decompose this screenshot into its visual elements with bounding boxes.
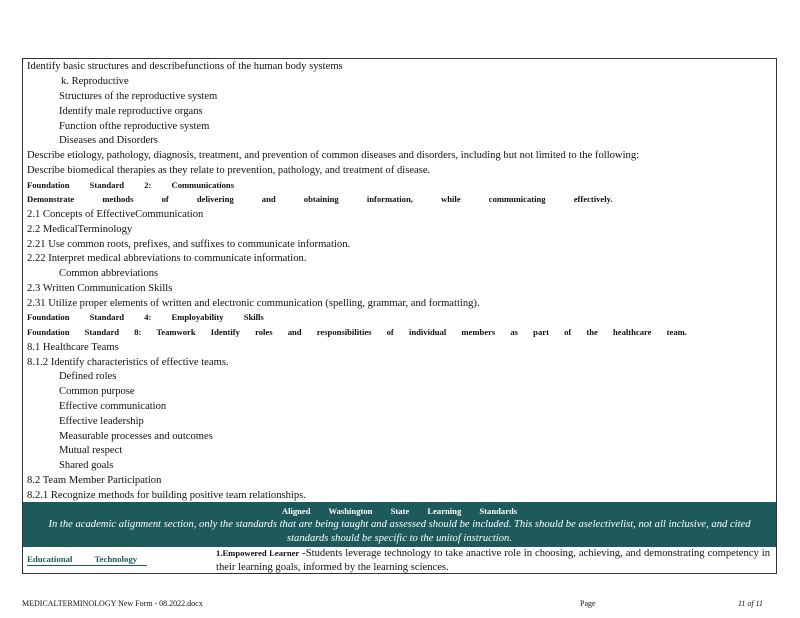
standard-title: 1.Empowered Learner — [216, 548, 300, 558]
list-item: Defined roles — [59, 371, 117, 382]
list-item: Effective communication — [59, 401, 167, 412]
footer-page-label: Page — [580, 599, 596, 608]
body-line: 8.1.2 Identify characteristics of effective teams. — [27, 357, 229, 368]
educational-technology-standard — [216, 546, 770, 575]
body-line: 8.2 Team Member Participation — [27, 475, 162, 486]
aligned-standards-band — [23, 502, 776, 547]
body-line: 2.21 Use common roots, prefixes, and suffixes to communicate information. — [27, 239, 351, 250]
subheading-line: k. Reproductive — [61, 76, 129, 87]
heading-line: Identify basic structures and describefunctions of the human body systems — [27, 61, 343, 72]
list-item: Identify male reproductive organs — [59, 106, 203, 117]
foundation-standard-heading: Foundation Standard 2: Communications — [27, 180, 235, 190]
list-item: Structures of the reproductive system — [59, 91, 218, 102]
body-line: 2.22 Interpret medical abbreviations to communicate information. — [27, 253, 307, 264]
body-line: Describe etiology, pathology, diagnosis, treatment, and prevention of common diseases and disorders, including but not limited to the following: — [27, 150, 640, 161]
body-line: Describe biomedical therapies as they relate to prevention, pathology, and treatment of disease. — [27, 165, 431, 176]
footer-page-count: 11 of 11 — [738, 599, 764, 608]
list-item: Mutual respect — [59, 445, 123, 456]
body-line: 2.3 Written Communication Skills — [27, 283, 173, 294]
body-line: 2.1 Concepts of EffectiveCommunication — [27, 209, 204, 220]
list-item: Common abbreviations — [59, 268, 159, 279]
body-line: 2.2 MedicalTerminology — [27, 224, 133, 235]
body-line: 8.2.1 Recognize methods for building positive team relationships. — [27, 490, 306, 501]
educational-technology-label: Educational Technology — [27, 553, 147, 566]
list-item: Diseases and Disorders — [59, 135, 158, 146]
document-table — [22, 58, 777, 574]
standard-text: -Students leverage technology to take anactive role in choosing, achieving, and demonstrating competency in their learning goals, informed by the learning sciences. — [216, 548, 770, 573]
list-item: Shared goals — [59, 460, 114, 471]
list-item: Measurable processes and outcomes — [59, 431, 213, 442]
foundation-standard-heading: Foundation Standard 8: Teamwork Identify roles and responsibilities of individual members as part of the healthcare team. — [27, 327, 687, 337]
band-instructions: In the academic alignment section, only the standards that are being taught and assessed should be included. This should be aselectivelist, not all inclusive, and cited standards should be specific to the unitof instruction. — [48, 519, 751, 544]
body-line: 2.31 Utilize proper elements of written and electronic communication (spelling, grammar, and formatting). — [27, 298, 480, 309]
foundation-standard-heading: Foundation Standard 4: Employability Skills — [27, 312, 264, 322]
body-line: 8.1 Healthcare Teams — [27, 342, 119, 353]
footer-filename: MEDICALTERMINOLOGY New Form - 08.2022.docx — [22, 599, 203, 608]
band-heading: Aligned Washington State Learning Standards — [281, 506, 518, 516]
foundation-standard-desc: Demonstrate methods of delivering and obtaining information, while communicating effectively. — [27, 194, 613, 204]
list-item: Effective leadership — [59, 416, 144, 427]
list-item: Function ofthe reproductive system — [59, 121, 210, 132]
list-item: Common purpose — [59, 386, 135, 397]
